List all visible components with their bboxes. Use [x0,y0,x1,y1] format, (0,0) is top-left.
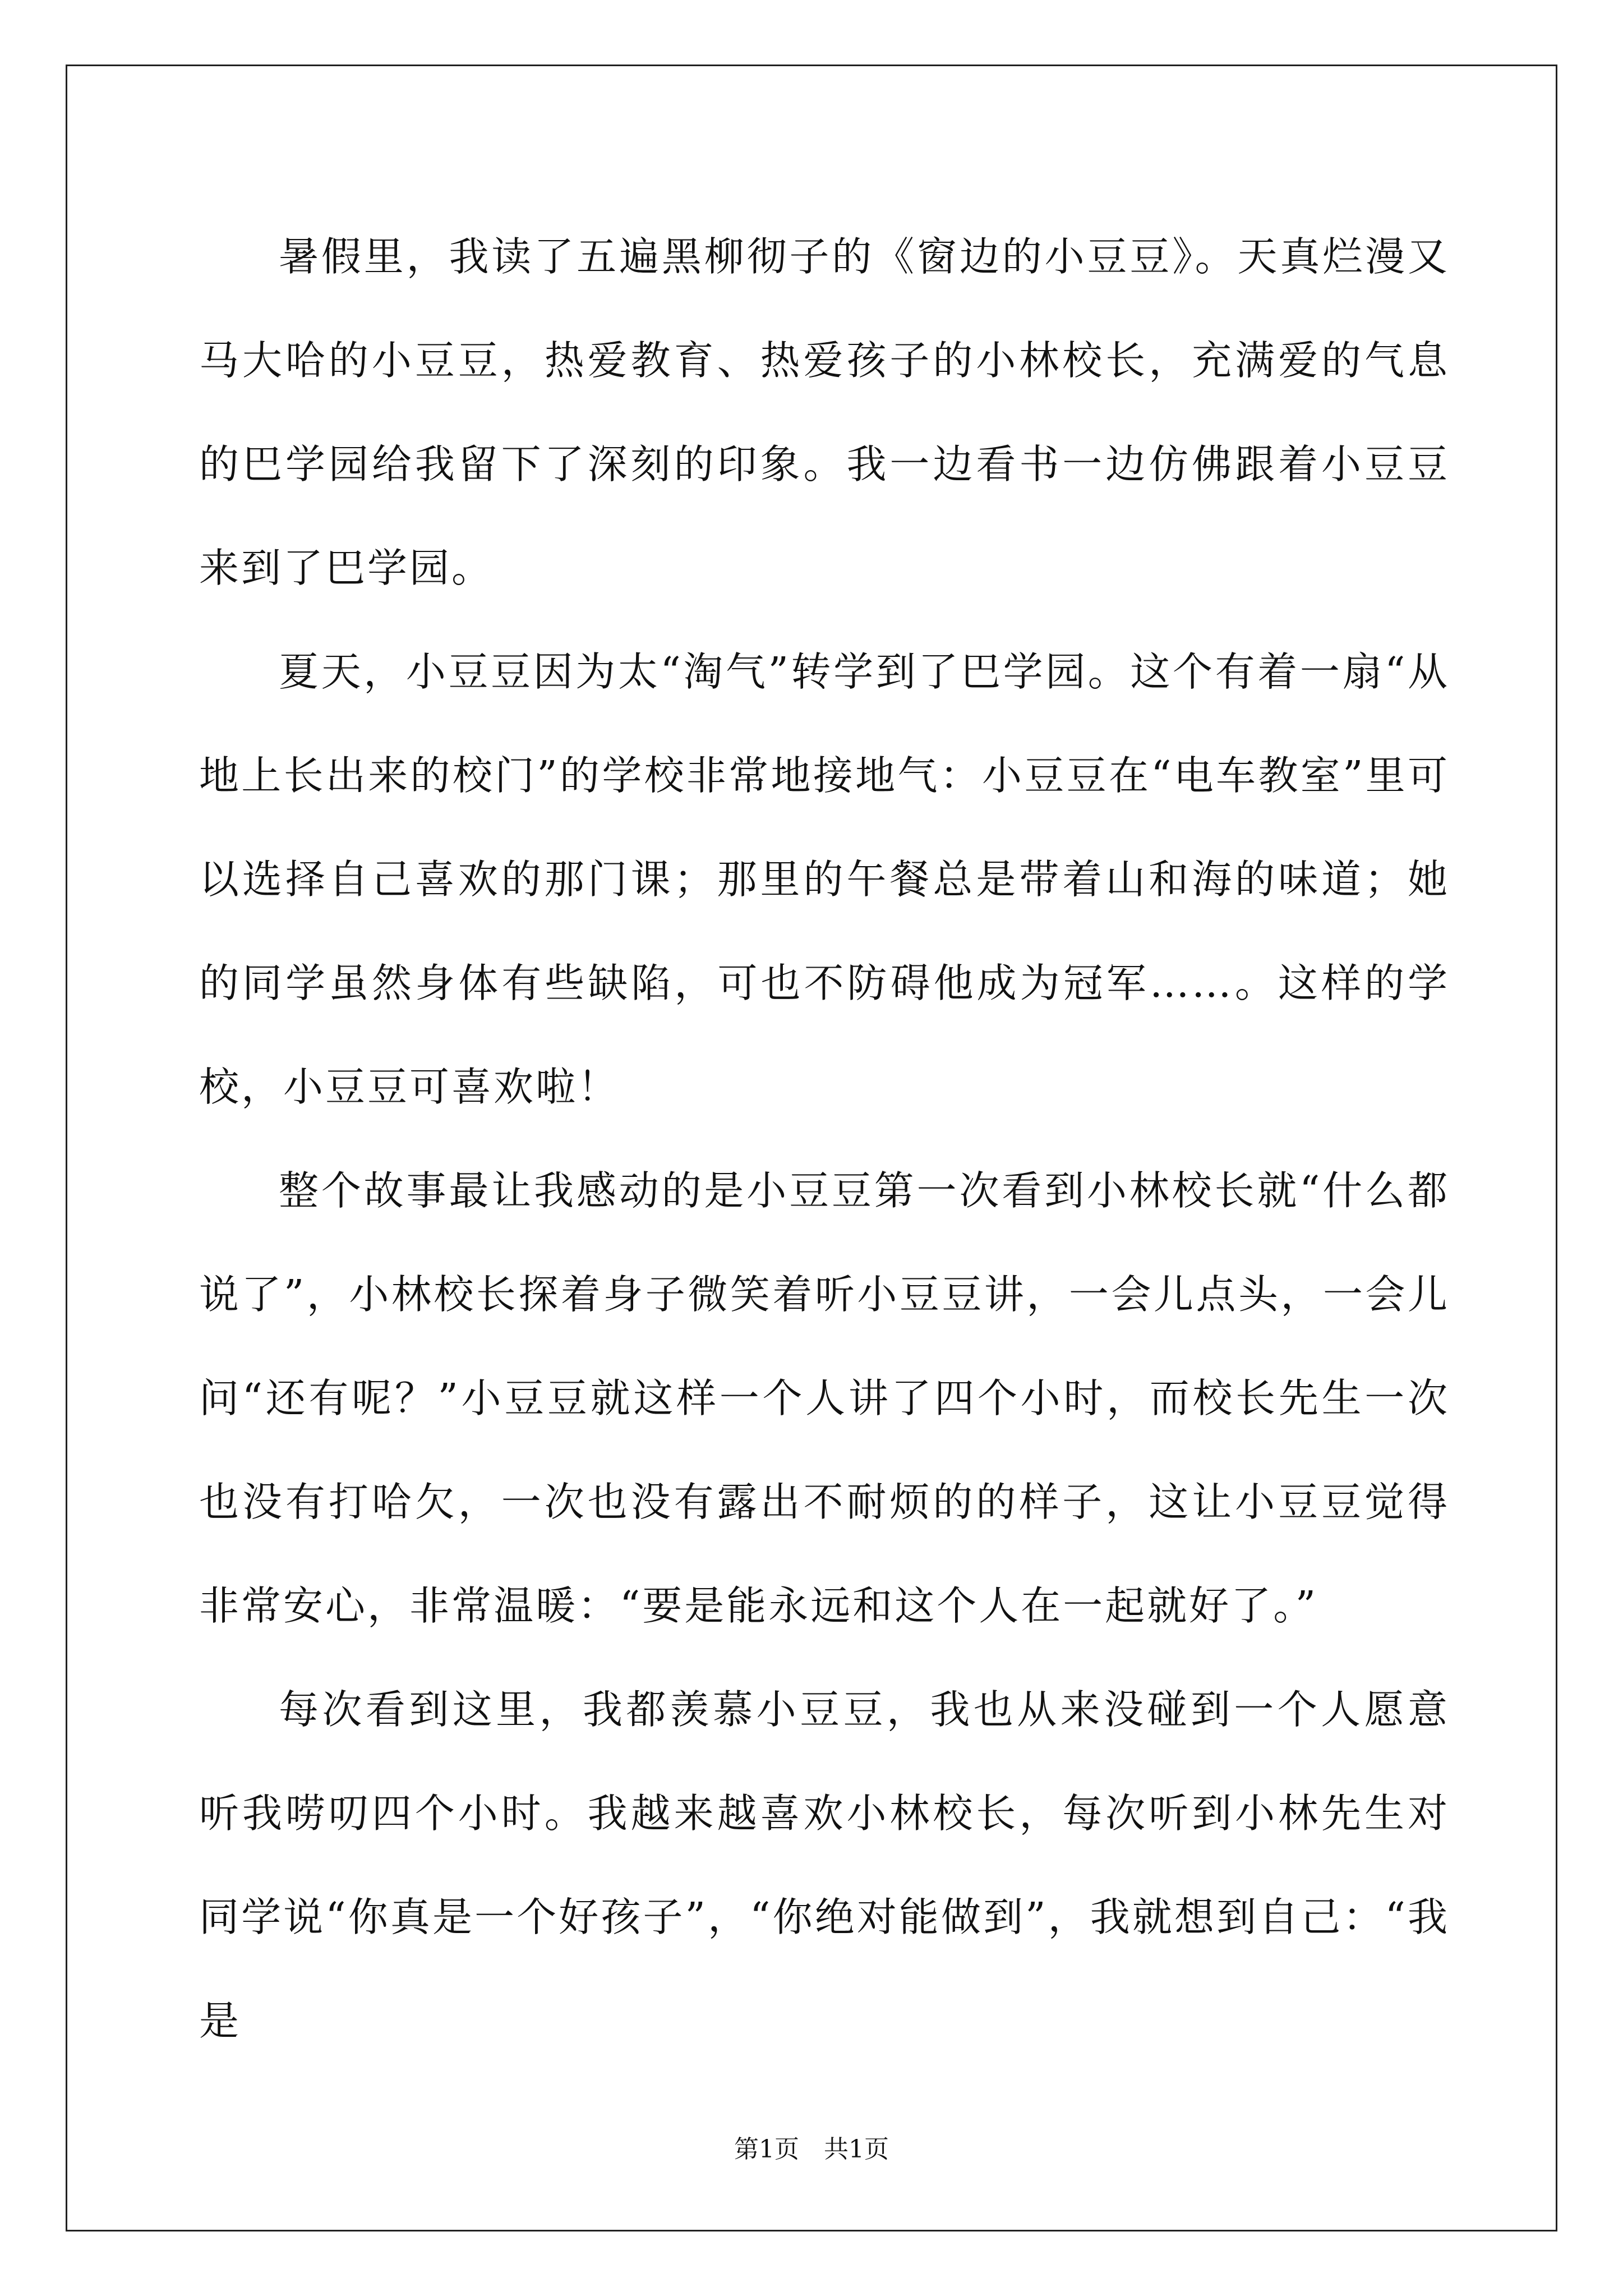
page-number-current: 第1页 [734,2135,799,2164]
paragraph-3: 整个故事最让我感动的是小豆豆第一次看到小林校长就“什么都说了”，小林校长探着身子微笑着听小豆豆讲，一会儿点头，一会儿问“还有呢？”小豆豆就这样一个人讲了四个小时，而校长先生一次也没有打哈欠，一次也没有露出不耐烦的的样子，这让小豆豆觉得非常安心，非常温暖：“要是能永远和这个人在一起就好了。” [199,1167,1450,1629]
paragraph-1: 暑假里，我读了五遍黑柳彻子的《窗边的小豆豆》。天真烂漫又马大哈的小豆豆，热爱教育、热爱孩子的小林校长，充满爱的气息的巴学园给我留下了深刻的印象。我一边看书一边仿佛跟着小豆豆来到了巴学园。 [199,233,1450,591]
page-footer [0,2129,1623,2165]
document-body [199,205,1450,2073]
paragraph-4: 每次看到这里，我都羡慕小豆豆，我也从来没碰到一个人愿意听我唠叨四个小时。我越来越喜欢小林校长，每次听到小林先生对同学说“你真是一个好孩子”，“你绝对能做到”，我就想到自己：“我是 [199,1686,1450,2044]
page-number-total: 共1页 [824,2135,889,2164]
paragraph-2: 夏天，小豆豆因为太“淘气”转学到了巴学园。这个有着一扇“从地上长出来的校门”的学校非常地接地气：小豆豆在“电车教室”里可以选择自己喜欢的那门课；那里的午餐总是带着山和海的味道；她的同学虽然身体有些缺陷，可也不防碍他成为冠军……。这样的学校，小豆豆可喜欢啦！ [199,648,1450,1110]
